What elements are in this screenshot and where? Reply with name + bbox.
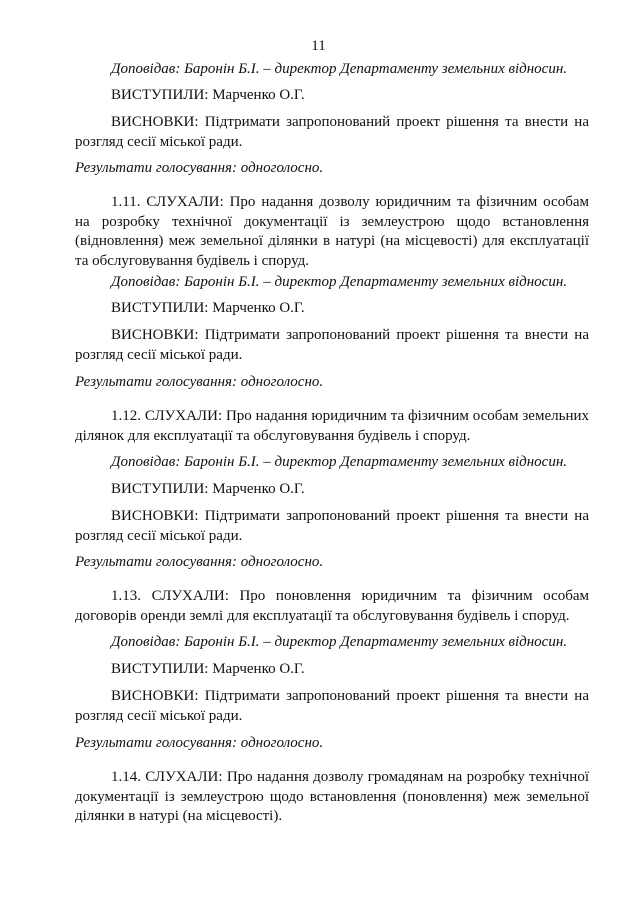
agenda-item-1-14-heard: 1.14. СЛУХАЛИ: Про надання дозволу громадянам на розробку технічної документації із землеустрою щодо встановлення (поновлення) меж земельної ділянки в натурі (на місцевості). bbox=[75, 769, 589, 824]
conclusions-paragraph: ВИСНОВКИ: Підтримати запропонований проект рішення та внести на розгляд сесії міської ради. bbox=[75, 688, 589, 724]
reporter-line: Доповідав: Баронін Б.І. – директор Департаменту земельних відносин. bbox=[111, 61, 568, 77]
agenda-item-1-13-heard: 1.13. СЛУХАЛИ: Про поновлення юридичним та фізичним особам договорів оренди землі для експлуатації та обслуговування будівель і споруд. bbox=[75, 588, 589, 624]
conclusions-paragraph: ВИСНОВКИ: Підтримати запропонований проект рішення та внести на розгляд сесії міської ради. bbox=[75, 508, 589, 544]
conclusions-paragraph: ВИСНОВКИ: Підтримати запропонований проект рішення та внести на розгляд сесії міської ради. bbox=[75, 327, 589, 363]
vote-result-line: Результати голосування: одноголосно. bbox=[75, 374, 324, 390]
vote-result-line: Результати голосування: одноголосно. bbox=[75, 160, 324, 176]
conclusions-paragraph: ВИСНОВКИ: Підтримати запропонований проект рішення та внести на розгляд сесії міської ради. bbox=[75, 114, 589, 150]
agenda-item-1-12-heard: 1.12. СЛУХАЛИ: Про надання юридичним та фізичним особам земельних ділянок для експлуатації та обслуговування будівель і споруд. bbox=[75, 408, 589, 444]
page-number: 11 bbox=[311, 38, 326, 54]
reporter-line: Доповідав: Баронін Б.І. – директор Департаменту земельних відносин. bbox=[111, 634, 568, 650]
vote-result-line: Результати голосування: одноголосно. bbox=[75, 554, 324, 570]
speakers-line: ВИСТУПИЛИ: Марченко О.Г. bbox=[111, 661, 305, 677]
speakers-line: ВИСТУПИЛИ: Марченко О.Г. bbox=[111, 300, 305, 316]
speakers-line: ВИСТУПИЛИ: Марченко О.Г. bbox=[111, 481, 305, 497]
agenda-item-1-11-heard: 1.11. СЛУХАЛИ: Про надання дозволу юридичним та фізичним особам на розробку технічної документації із землеустрою щодо встановлення (відновлення) меж земельної ділянки в натурі (на місцевості) для експлуатації та обслуговування будівель і споруд. bbox=[75, 194, 589, 269]
reporter-line: Доповідав: Баронін Б.І. – директор Департаменту земельних відносин. bbox=[111, 274, 568, 290]
vote-result-line: Результати голосування: одноголосно. bbox=[75, 735, 324, 751]
speakers-line: ВИСТУПИЛИ: Марченко О.Г. bbox=[111, 87, 305, 103]
reporter-line: Доповідав: Баронін Б.І. – директор Департаменту земельних відносин. bbox=[111, 454, 568, 470]
